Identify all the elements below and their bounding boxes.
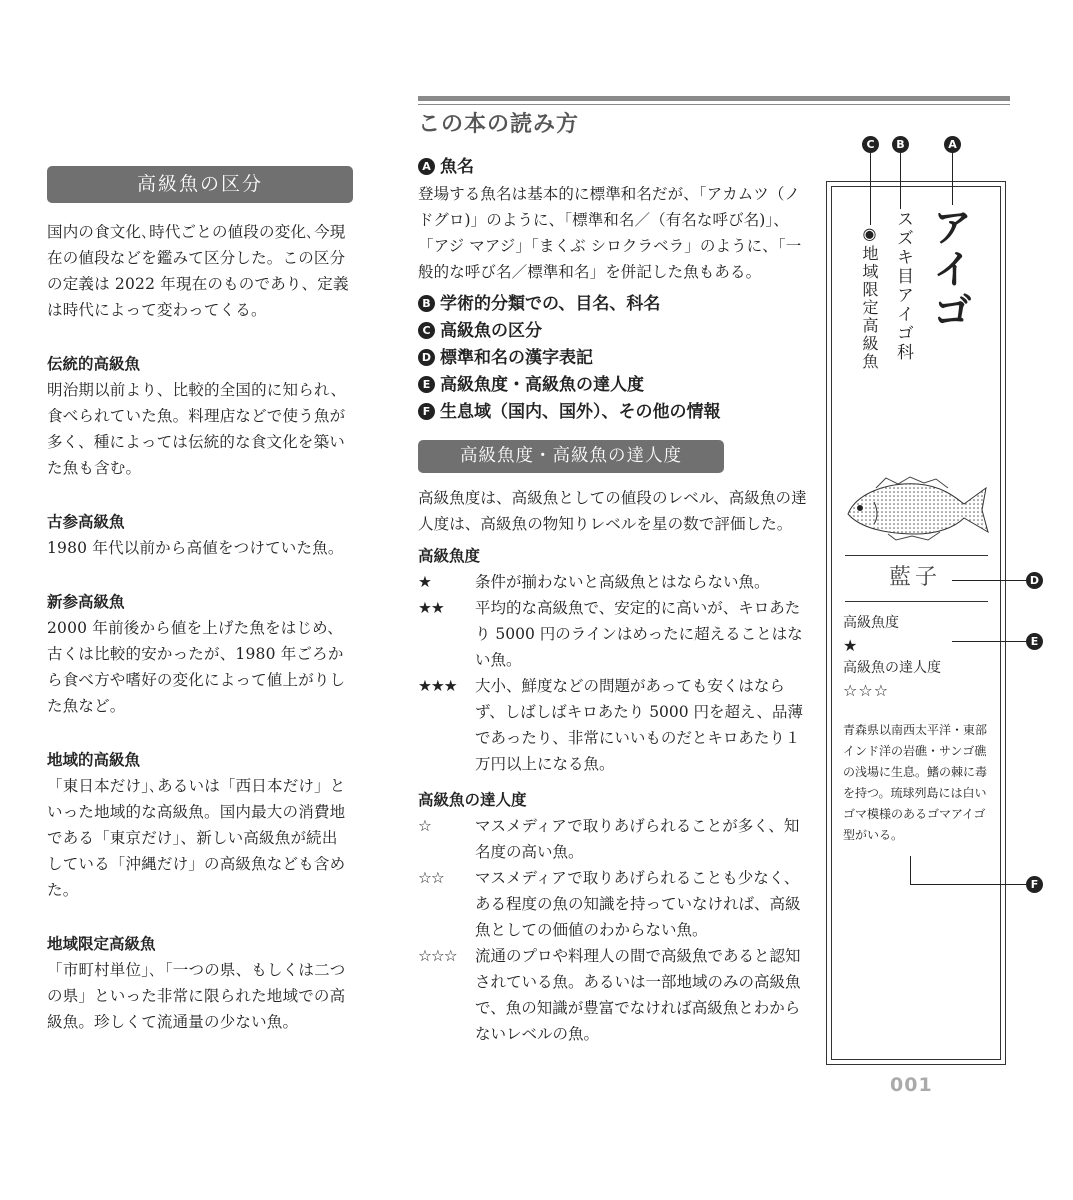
pointer-a-line	[952, 153, 953, 205]
section-title: 地域限定高級魚	[47, 935, 156, 953]
left-column	[47, 166, 353, 1035]
rating-desc: 高級魚度は、高級魚としての値段のレベル、高級魚の達人度は、高級魚の物知りレベルを星の数で評価した。	[418, 489, 807, 533]
divider	[845, 555, 988, 556]
legend-item-b	[418, 291, 808, 318]
legend-label: 高級魚の区分	[440, 321, 542, 341]
label-d-icon: D	[1026, 572, 1043, 589]
label-b-icon: B	[892, 136, 909, 153]
master-text: 流通のプロや料理人の間で高級魚であると認知されている魚。あるいは一部地域のみの高級魚で、魚の知識が豊富でなければ高級魚とわからないレベルの魚。	[475, 947, 801, 1043]
label-e-icon: E	[1026, 633, 1043, 650]
master-title: 高級魚の達人度	[418, 791, 527, 809]
pointer-f-line-h	[910, 884, 1027, 885]
pointer-f-line-v	[910, 856, 911, 884]
fish-name: アイゴ	[926, 206, 972, 332]
badge-b-icon: B	[418, 295, 435, 312]
master-stars: ☆☆☆	[843, 681, 890, 700]
legend-label: 高級魚度・高級魚の達人度	[440, 375, 644, 395]
divider	[845, 601, 988, 602]
kanji-name: 藍子	[888, 565, 941, 590]
grade-text: 大小、鮮度などの問題があっても安くはならず、しばしばキロあたり 5000 円を超え、品薄であったり、非常にいいものだとキロあたり１万円以上になる魚。	[475, 677, 803, 773]
label-c-icon: C	[862, 136, 879, 153]
legend-label: 生息域（国内、国外）、その他の情報	[440, 402, 721, 422]
legend-item-f	[418, 399, 808, 426]
master-text: マスメディアで取りあげられることも少なく、ある程度の魚の知識を持っていなければ、高級魚としての価値のわからない魚。	[475, 869, 801, 939]
master-text: マスメディアで取りあげられることが多く、知名度の高い魚。	[475, 817, 800, 861]
legend-item-e	[418, 372, 808, 399]
legend-item-a	[418, 154, 808, 181]
master-row	[418, 943, 808, 1047]
star-icon: ★	[418, 573, 431, 591]
badge-e-icon: E	[418, 376, 435, 393]
star-icon: ★★★	[418, 677, 457, 695]
grade-label: 高級魚度	[843, 615, 899, 631]
badge-d-icon: D	[418, 349, 435, 366]
grade-title: 高級魚度	[418, 547, 481, 565]
legend-item-c	[418, 318, 808, 345]
grade-text: 条件が揃わないと高級魚とはならない魚。	[475, 573, 770, 591]
legend-item-d	[418, 345, 808, 372]
middle-column	[418, 110, 808, 1047]
label-f-icon: F	[1026, 876, 1043, 893]
grade-row	[418, 569, 808, 595]
grade-row	[418, 673, 808, 777]
section-title: 伝統的高級魚	[47, 355, 141, 373]
grade-row	[418, 595, 808, 673]
habitat-text: 青森県以南西太平洋・東部インド洋の岩礁・サンゴ礁の浅場に生息。鰭の棘に毒を持つ。琉球列島には白いゴマ模様のあるゴマアイゴ型がいる。	[843, 723, 988, 842]
section-text: 「東日本だけ｣､あるいは「西日本だけ」といった地域的な高級魚。国内最大の消費地である「東京だけ」、新しい高級魚が続出している「沖縄だけ」の高級魚なども含めた。	[47, 777, 346, 899]
legend-label: 学術的分類での、目名、科名	[440, 294, 661, 314]
star-outline-icon: ☆	[418, 817, 431, 835]
section-title: 新参高級魚	[47, 593, 125, 611]
badge-f-icon: F	[418, 403, 435, 420]
star-icon: ★★	[418, 599, 444, 617]
rating-heading: 高級魚度・高級魚の達人度	[418, 440, 724, 473]
order-family: スズキ目アイゴ科	[893, 210, 913, 362]
fish-category: ◉地域限定高級魚	[860, 224, 879, 371]
section-title: 地域的高級魚	[47, 751, 141, 769]
star-outline-icon: ☆☆☆	[418, 947, 457, 965]
section-text: 1980 年代以前から高値をつけていた魚。	[47, 539, 344, 557]
master-row	[418, 813, 808, 865]
grade-stars: ★	[843, 636, 858, 655]
legend-label: 標準和名の漢字表記	[440, 348, 593, 368]
badge-a-icon: A	[418, 158, 435, 175]
master-label: 高級魚の達人度	[843, 660, 941, 676]
section-text: 明治期以前より、比較的全国的に知られ、食べられていた魚。料理店などで使う魚が多く、種によっては伝統的な食文化を築いた魚も含む。	[47, 381, 347, 477]
fish-illustration	[836, 474, 990, 542]
category-intro: 国内の食文化､時代ごとの値段の変化､今現在の値段などを鑑みて区分した。この区分の定義は 2022 年現在のものであり、定義は時代によって変わってくる。	[47, 223, 349, 319]
legend-label: 魚名	[440, 157, 474, 177]
star-outline-icon: ☆☆	[418, 869, 444, 887]
badge-c-icon: C	[418, 322, 435, 339]
master-row	[418, 865, 808, 943]
pointer-b-line	[900, 153, 901, 209]
pointer-d-line	[952, 580, 1027, 581]
grade-text: 平均的な高級魚で、安定的に高いが、キロあたり 5000 円のラインはめったに超えることはない魚。	[475, 599, 803, 669]
top-rule-thin	[418, 104, 1010, 105]
how-to-read-title: この本の読み方	[418, 112, 580, 137]
page-number: 001	[890, 1074, 933, 1096]
pointer-c-line	[870, 153, 871, 225]
top-rule	[418, 96, 1010, 101]
category-heading: 高級魚の区分	[47, 166, 353, 203]
legend-a-desc: 登場する魚名は基本的に標準和名だが、「アカムツ（ノドグロ)」のように、「標準和名／（有名な呼び名)」、「アジ マアジ」「まくぶ シロクラベラ」のように、「一般的な呼び名／標準和名」を併記した魚もある。	[418, 185, 802, 281]
section-text: 2000 年前後から値を上げた魚をはじめ、古くは比較的安かったが、1980 年ごろから食べ方や嗜好の変化によって値上がりした魚など。	[47, 619, 346, 715]
label-a-icon: A	[944, 136, 961, 153]
section-text: 「市町村単位｣､「一つの県、もしくは二つの県」といった非常に限られた地域での高級魚。珍しくて流通量の少ない魚。	[47, 961, 346, 1031]
pointer-e-line	[952, 641, 1027, 642]
section-title: 古参高級魚	[47, 513, 125, 531]
